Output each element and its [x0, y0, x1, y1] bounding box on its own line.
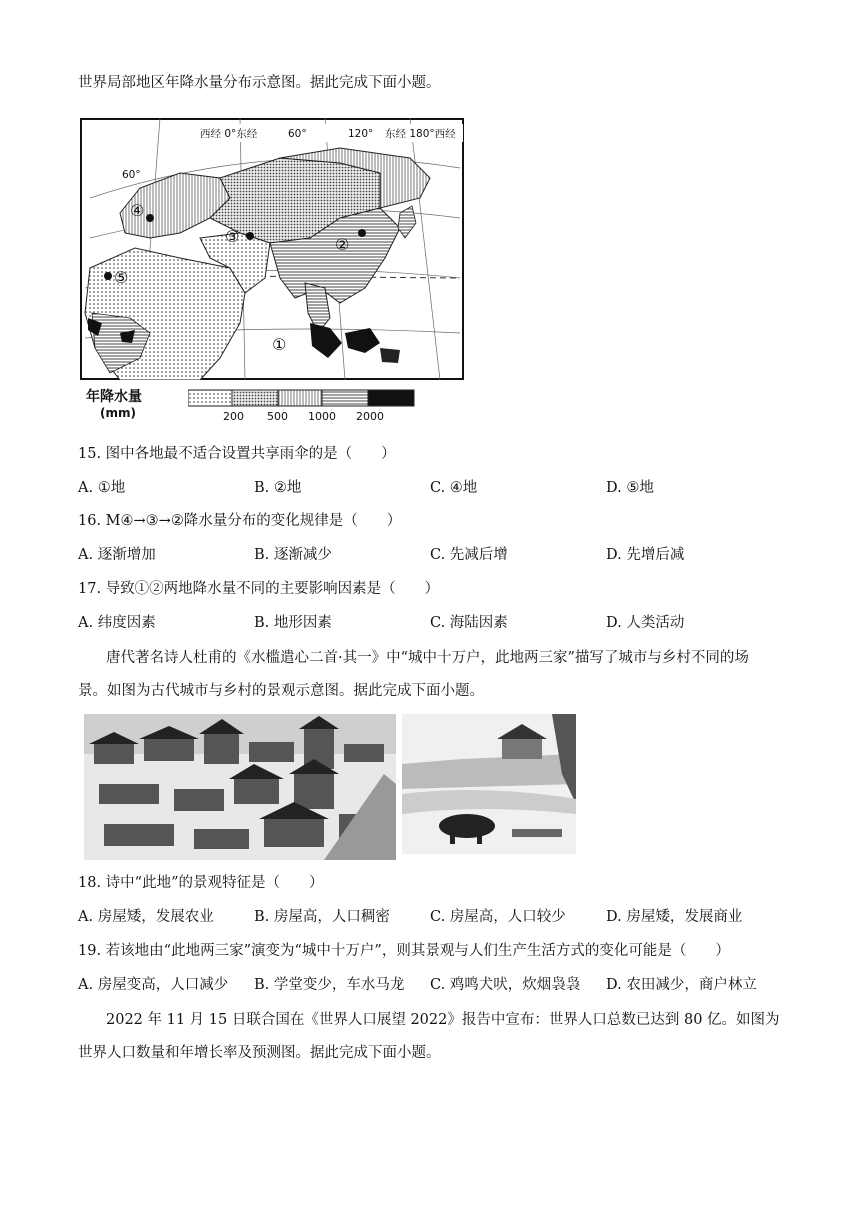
q15-option-c[interactable]: C. ④地	[430, 480, 478, 496]
q19-stem: 19. 若该地由“此地两三家”演变为“城中十万户”，则其景观与人们生产生活方式的变化可能是（ ）	[78, 943, 730, 959]
legend-tick-1000: 1000	[308, 410, 336, 423]
q16-option-c[interactable]: C. 先减后增	[430, 547, 508, 563]
lat-label-60: 60°	[122, 169, 141, 181]
legend-tick-200: 200	[223, 410, 244, 423]
ancient-city-image	[84, 714, 396, 860]
q15-stem: 15. 图中各地最不适合设置共享雨伞的是（ ）	[78, 446, 396, 462]
q15-option-d[interactable]: D. ⑤地	[606, 480, 654, 496]
q19-option-d[interactable]: D. 农田减少，商户林立	[606, 977, 757, 993]
q18-option-b[interactable]: B. 房屋高，人口稠密	[254, 909, 390, 925]
q17-option-c[interactable]: C. 海陆因素	[430, 615, 508, 631]
marker-2: ②	[335, 235, 350, 254]
q18-option-c[interactable]: C. 房屋高，人口较少	[430, 909, 566, 925]
poem-passage-line2: 景。如图为古代城市与乡村的景观示意图。据此完成下面小题。	[78, 683, 484, 699]
marker-1: ①	[272, 335, 287, 354]
legend-tick-500: 500	[267, 410, 288, 423]
q17-option-a[interactable]: A. 纬度因素	[78, 615, 156, 631]
marker-4: ④	[130, 201, 145, 220]
q18-option-d[interactable]: D. 房屋矮，发展商业	[606, 909, 743, 925]
marker-3: ③	[225, 227, 240, 246]
q17-stem: 17. 导致①②两地降水量不同的主要影响因素是（ ）	[78, 581, 440, 597]
q17-option-b[interactable]: B. 地形因素	[254, 615, 332, 631]
lon-label-60: 60°	[288, 128, 307, 140]
poem-passage-line1: 唐代著名诗人杜甫的《水槛遣心二首·其一》中“城中十万户，此地两三家”描写了城市与乡村不同的场	[106, 650, 749, 666]
q15-option-a[interactable]: A. ①地	[78, 480, 126, 496]
marker-5: ⑤	[114, 268, 129, 287]
legend-scale	[188, 388, 416, 408]
q16-option-a[interactable]: A. 逐渐增加	[78, 547, 156, 563]
q16-option-b[interactable]: B. 逐渐减少	[254, 547, 332, 563]
map-legend	[86, 386, 416, 426]
q17-option-d[interactable]: D. 人类活动	[606, 615, 685, 631]
population-passage-line2: 世界人口数量和年增长率及预测图。据此完成下面小题。	[78, 1045, 441, 1061]
q15-option-b[interactable]: B. ②地	[254, 480, 302, 496]
population-passage-line1: 2022 年 11 月 15 日联合国在《世界人口展望 2022》报告中宣布：世界人口总数已达到 80 亿。如图为	[106, 1012, 780, 1028]
lon-label-180: 东经 180°西经	[385, 128, 456, 140]
legend-unit: (mm)	[100, 406, 136, 420]
legend-tick-2000: 2000	[356, 410, 384, 423]
q19-option-b[interactable]: B. 学堂变少，车水马龙	[254, 977, 405, 993]
q19-option-c[interactable]: C. 鸡鸣犬吠，炊烟袅袅	[430, 977, 581, 993]
q16-stem: 16. M④→③→②降水量分布的变化规律是（ ）	[78, 513, 402, 529]
ancient-village-image	[402, 714, 576, 854]
q19-option-a[interactable]: A. 房屋变高，人口减少	[78, 977, 229, 993]
precipitation-map	[80, 118, 464, 380]
q18-option-a[interactable]: A. 房屋矮，发展农业	[78, 909, 214, 925]
lon-label-120: 120°	[348, 128, 374, 140]
q16-option-d[interactable]: D. 先增后减	[606, 547, 685, 563]
map-intro: 世界局部地区年降水量分布示意图。据此完成下面小题。	[78, 75, 441, 91]
lon-label-0: 西经 0°东经	[200, 128, 258, 140]
legend-title: 年降水量	[86, 389, 142, 405]
q18-stem: 18. 诗中“此地”的景观特征是（ ）	[78, 875, 324, 891]
